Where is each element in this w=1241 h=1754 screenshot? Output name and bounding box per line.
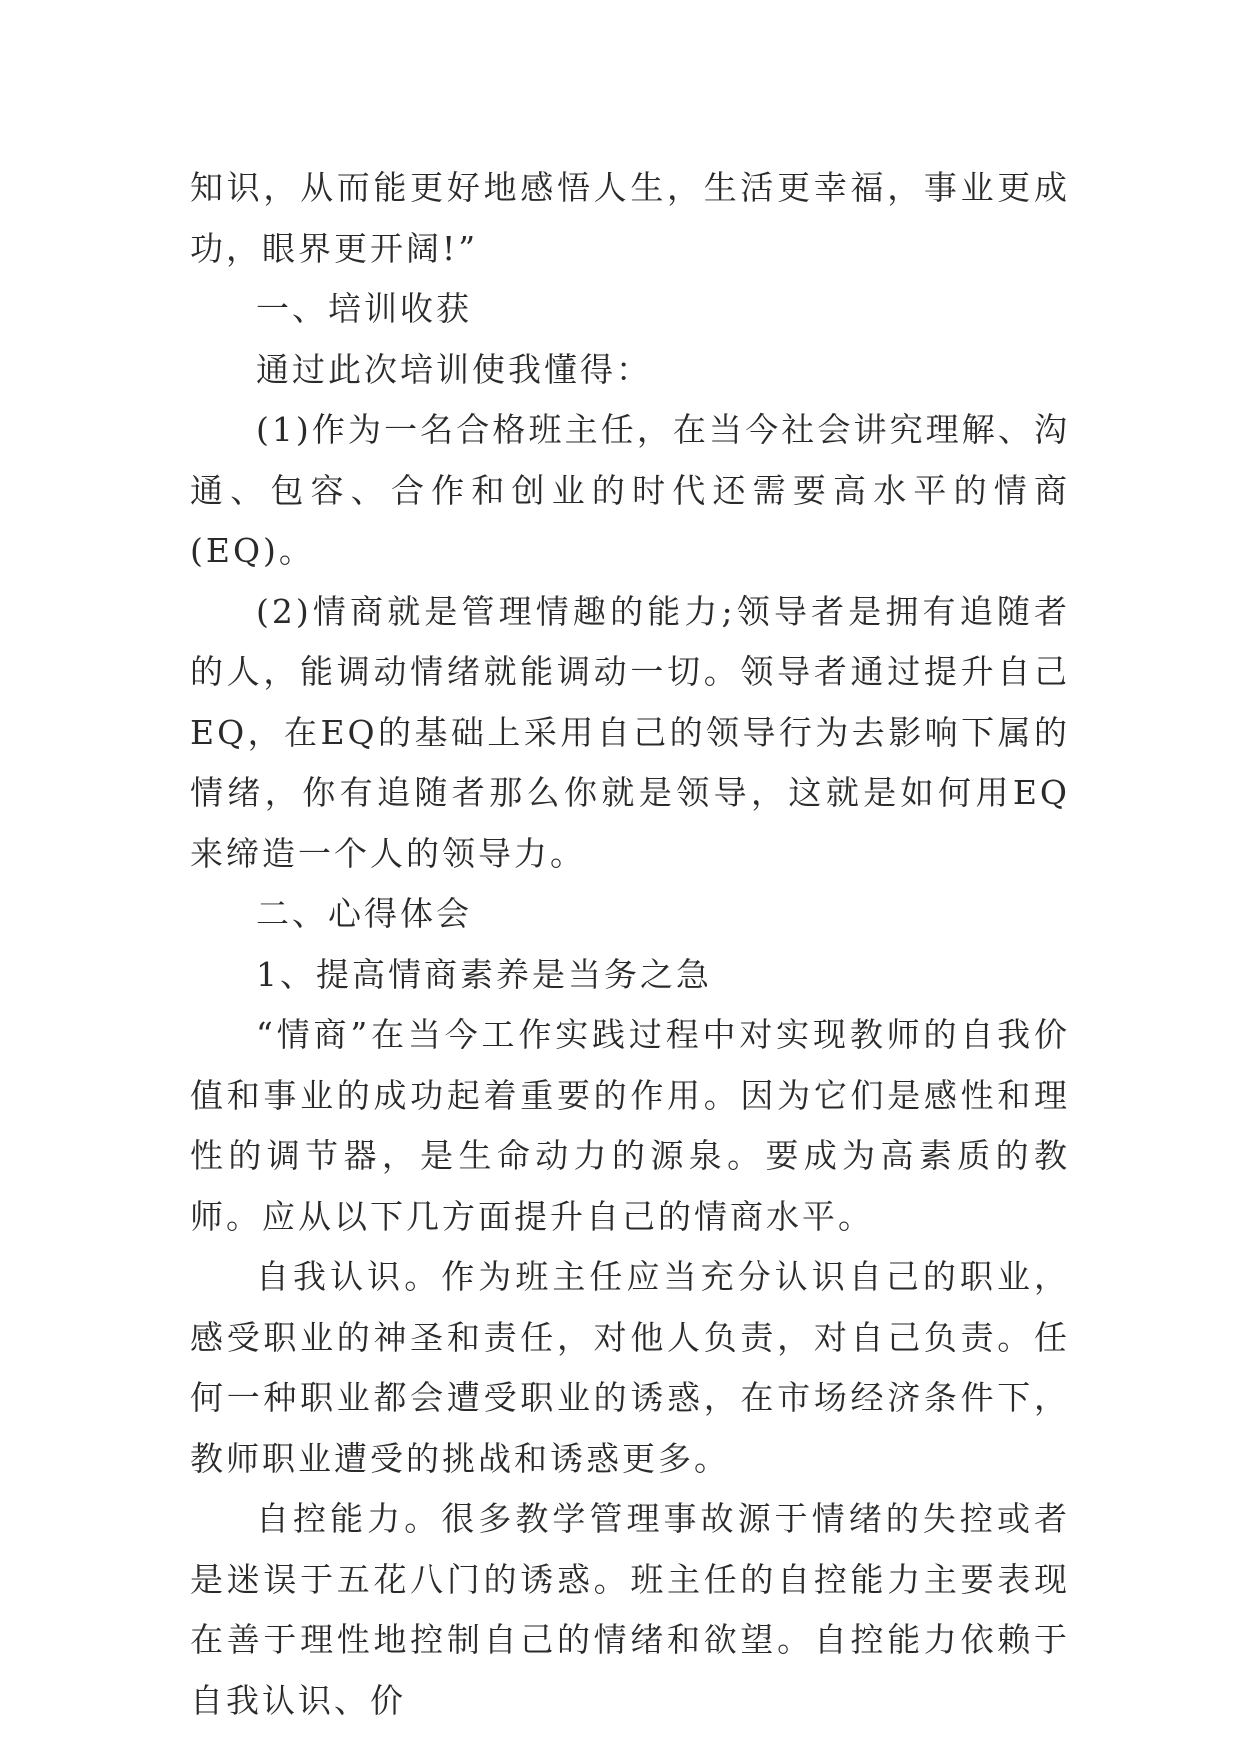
paragraph-point-2: (2)情商就是管理情趣的能力;领导者是拥有追随者的人，能调动情绪就能调动一切。领导者通过提升自己EQ，在EQ的基础上采用自己的领导行为去影响下属的情绪，你有追随者那么你就是领导，这就是如何用EQ来缔造一个人的领导力。 [190,591,1070,873]
paragraph-point-1: (1)作为一名合格班主任，在当今社会讲究理解、沟通、包容、合作和创业的时代还需要高水平的情商(EQ)。 [190,410,1070,570]
section-heading-reflections: 二、心得体会 [256,894,472,933]
section-heading-training-gains: 一、培训收获 [256,289,472,328]
paragraph-eq-importance: “情商”在当今工作实践过程中对实现教师的自我价值和事业的成功起着重要的作用。因为它们是感性和理性的调节器，是生命动力的源泉。要成为高素质的教师。应从以下几方面提升自己的情商水平。 [190,1015,1070,1236]
document-body [190,158,1070,1731]
subheading-eq-urgency: 1、提高情商素养是当务之急 [256,954,712,994]
paragraph-self-control: 自控能力。很多教学管理事故源于情绪的失控或者是迷误于五花八门的诱惑。班主任的自控能力主要表现在善于理性地控制自己的情绪和欲望。自控能力依赖于自我认识、价 [190,1499,1070,1720]
paragraph-self-awareness: 自我认识。作为班主任应当充分认识自己的职业，感受职业的神圣和责任，对他人负责，对自己负责。任何一种职业都会遭受职业的诱惑，在市场经济条件下，教师职业遭受的挑战和诱惑更多。 [190,1257,1070,1478]
paragraph-continuation: 知识，从而能更好地感悟人生，生活更幸福，事业更成功，眼界更开阔!” [190,168,1070,268]
paragraph-intro: 通过此次培训使我懂得： [256,349,652,389]
